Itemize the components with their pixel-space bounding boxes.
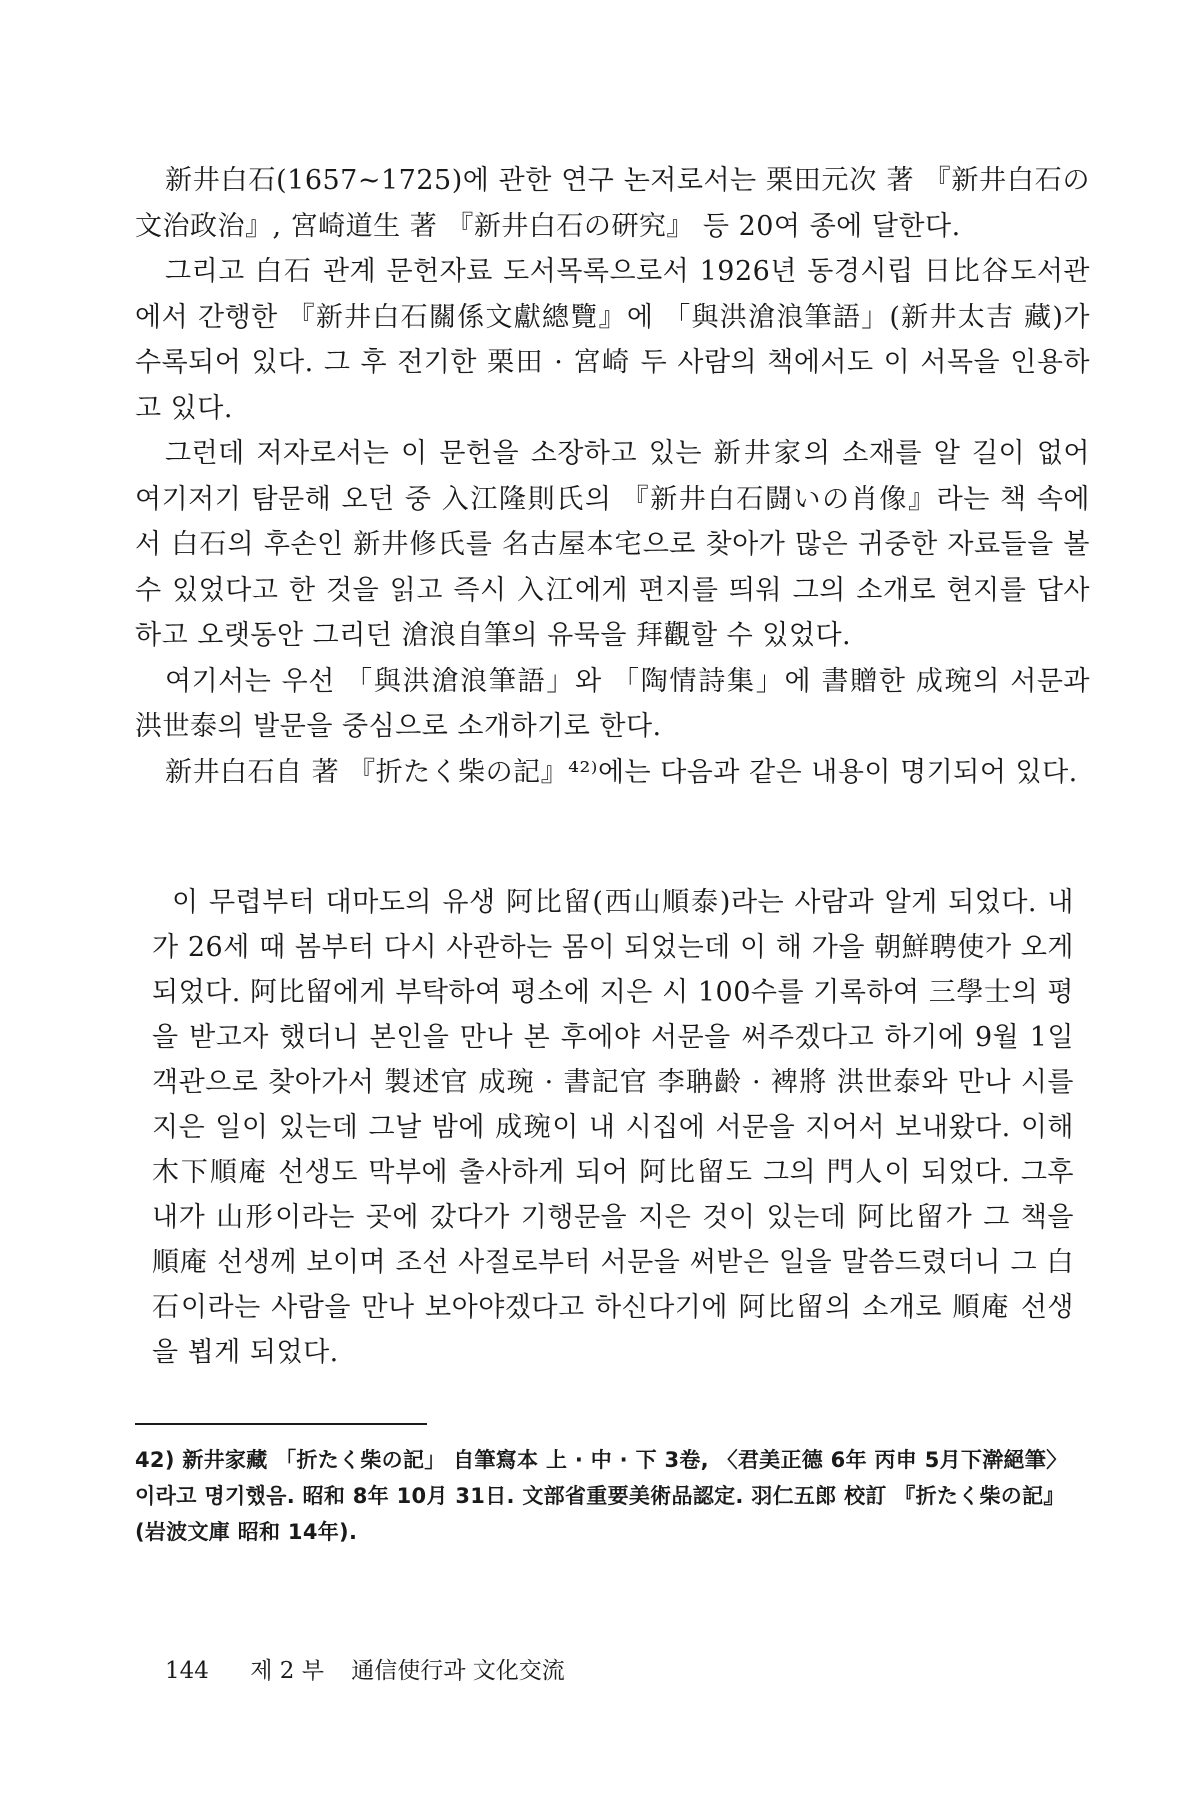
- footnote-divider: [135, 1423, 427, 1425]
- footnote-42: 42) 新井家藏 「折たく柴の記」 自筆寫本 上 · 中 · 下 3卷, 〈君美正德 6年 丙申 5月下澣絕筆〉이라고 명기했음. 昭和 8年 10月 31日. 文部省重要美術品認定. 羽仁五郎 校訂 『折たく柴の記』(岩波文庫 昭和 14年).: [135, 1448, 1068, 1544]
- paragraph-citation: 新井白石自 著 『折たく柴の記』⁴²⁾에는 다음과 같은 내용이 명기되어 있다.: [165, 756, 1078, 788]
- part-label: 제 2 부: [250, 1658, 324, 1684]
- paragraph-bibliography: 그리고 白石 관계 문헌자료 도서목록으로서 1926년 동경시립 日比谷도서관에서 간행한 『新井白石關係文獻總覽』에 「與洪滄浪筆語」(新井太吉 藏)가 수록되어 있다. 그 후 전기한 栗田 · 宮崎 두 사람의 책에서도 이 서목을 인용하고 있다.: [135, 256, 1090, 424]
- paragraph-research-works: 新井白石(1657~1725)에 관한 연구 논저로서는 栗田元次 著 『新井白石の文治政治』, 宮崎道生 著 『新井白石の硏究』 등 20여 종에 달한다.: [135, 165, 1090, 242]
- footnote: [135, 1442, 1083, 1550]
- paragraph-family-search: 그런데 저자로서는 이 문헌을 소장하고 있는 新井家의 소재를 알 길이 없어 여기저기 탐문해 오던 중 入江隆則氏의 『新井白石闘いの肖像』라는 책 속에서 白石의 후손인 新井修氏를 名古屋本宅으로 찾아가 많은 귀중한 자료들을 볼 수 있었다고 한 것을 읽고 즉시 入江에게 편지를 띄워 그의 소개로 현지를 답사하고 오랫동안 그리던 滄浪自筆의 유묵을 拜觀할 수 있었다.: [135, 438, 1090, 651]
- quoted-passage: [152, 880, 1074, 1375]
- part-title: 通信使行과 文化交流: [351, 1658, 565, 1684]
- page-number: 144: [165, 1658, 209, 1684]
- paragraph-introduction: 여기서는 우선 「與洪滄浪筆語」와 「陶情詩集」에 書贈한 成琬의 서문과 洪世泰의 발문을 중심으로 소개하기로 한다.: [135, 665, 1090, 742]
- page-footer: [165, 1652, 565, 1685]
- quote-text: 이 무렵부터 대마도의 유생 阿比留(西山順泰)라는 사람과 알게 되었다. 내가 26세 때 봄부터 다시 사관하는 몸이 되었는데 이 해 가을 朝鮮聘使가 오게 되었다. 阿比留에게 부탁하여 평소에 지은 시 100수를 기록하여 三學士의 평을 받고자 했더니 본인을 만나 본 후에야 서문을 써주겠다고 하기에 9월 1일 객관으로 찾아가서 製述官 成琬 · 書記官 李聃齡 · 裨將 洪世泰와 만나 시를 지은 일이 있는데 그날 밤에 成琬이 내 시집에 서문을 지어서 보내왔다. 이해 木下順庵 선생도 막부에 출사하게 되어 阿比留도 그의 門人이 되었다. 그후 내가 山形이라는 곳에 갔다가 기행문을 지은 것이 있는데 阿比留가 그 책을 順庵 선생께 보이며 조선 사절로부터 서문을 써받은 일을 말씀드렸더니 그 白石이라는 사람을 만나 보아야겠다고 하신다기에 阿比留의 소개로 順庵 선생을 뵙게 되었다.: [152, 887, 1074, 1368]
- body-text: [135, 158, 1090, 795]
